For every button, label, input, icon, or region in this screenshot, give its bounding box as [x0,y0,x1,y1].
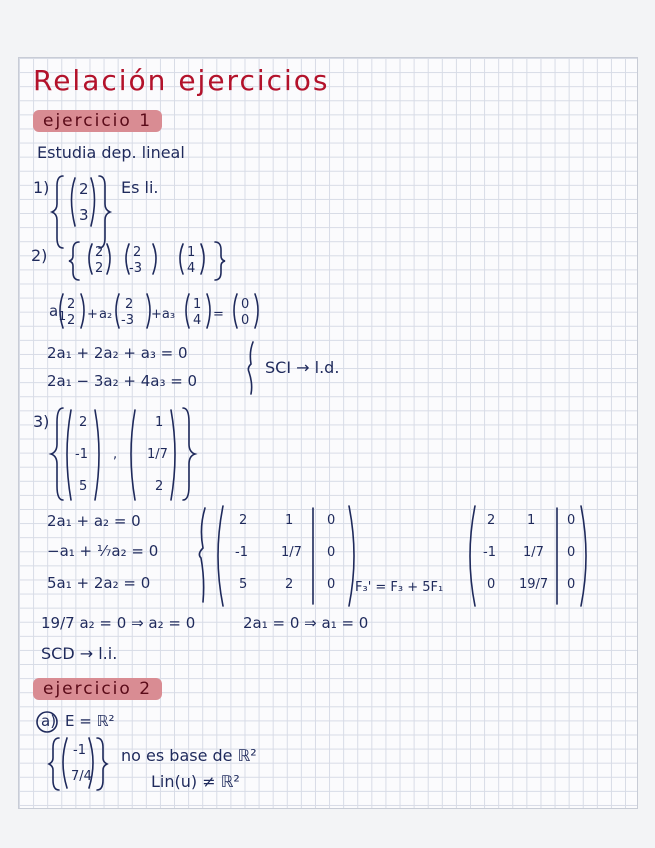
p2-v2-a: 2 [133,245,142,260]
set-brace-open-4 [49,738,59,790]
svg-text:4: 4 [193,313,202,328]
svg-text:0: 0 [487,577,496,592]
svg-text:2: 2 [125,297,134,312]
svg-text:2: 2 [67,313,76,328]
svg-text:1: 1 [193,297,202,312]
svg-text:2: 2 [67,297,76,312]
system-brace-3 [199,508,205,602]
system-brace-2 [248,342,253,394]
svg-text:-1: -1 [483,545,496,560]
exercise-2-heading: ejercicio 2 [33,678,162,700]
notebook-page [18,57,638,809]
svg-text:a₂: a₂ [99,307,113,322]
svg-text:0: 0 [241,297,250,312]
matrix-2-paren-open [470,506,475,606]
paren-close-1 [91,178,95,226]
svg-text:-1: -1 [73,743,86,758]
svg-text:0: 0 [567,513,576,528]
svg-text:2: 2 [487,513,496,528]
svg-text:2: 2 [285,577,294,592]
svg-text:0: 0 [567,577,576,592]
svg-text:+: + [87,307,98,322]
part-2-label: 2) [31,246,48,265]
p1-v2: 3 [79,206,89,224]
svg-text:-1: -1 [235,545,248,560]
ex2-note2: Lin(u) ≠ ℝ² [151,772,240,791]
paren-o [67,410,71,500]
paren-a [89,244,92,274]
p2-eq1: 2a₁ + 2a₂ + a₃ = 0 [47,344,188,362]
row-operation: F₃' = F₃ + 5F₁ [355,580,444,595]
page-title: Relación ejercicios [33,64,330,97]
p2-v3-a: 1 [187,245,196,260]
set-brace-open-1 [52,176,63,248]
svg-text:+a₃: +a₃ [151,307,176,322]
p3-line2: 2a₁ = 0 ⇒ a₁ = 0 [243,614,369,632]
svg-text:0: 0 [241,313,250,328]
part-1-label: 1) [33,178,50,197]
paren-open-1 [72,178,76,226]
p1-result: Es li. [121,178,159,197]
svg-text:19/7: 19/7 [519,577,549,592]
part-a-label: a) [41,712,57,730]
svg-text:1/7: 1/7 [281,545,302,560]
p2-v1-a: 2 [95,245,104,260]
svg-text:1: 1 [527,513,536,528]
svg-text:5: 5 [239,577,248,592]
p2-v1-b: 2 [95,261,104,276]
svg-text:-3: -3 [121,313,134,328]
p2-a1: $a_1$ [49,302,67,323]
p3-result: SCD → l.i. [41,644,118,663]
p2-result: SCI → l.d. [265,358,340,377]
svg-text:=: = [213,307,224,322]
vector-space: E = ℝ² [65,712,115,730]
svg-text:2: 2 [79,415,88,430]
set-brace-close-1 [99,176,110,248]
svg-text:5: 5 [79,479,88,494]
ex2-note1: no es base de ℝ² [121,746,257,765]
matrix-1-paren-open [218,506,223,606]
p3-eq2: −a₁ + ⅐a₂ = 0 [47,542,159,560]
svg-text:0: 0 [327,545,336,560]
exercise-1-prompt: Estudia dep. lineal [37,143,185,162]
svg-text:-1: -1 [75,447,88,462]
p3-line1: 19/7 a₂ = 0 ⇒ a₂ = 0 [41,614,196,632]
svg-text:,: , [113,447,118,462]
svg-text:0: 0 [327,513,336,528]
p1-v1: 2 [79,180,89,198]
p2-v3-b: 4 [187,261,196,276]
set-brace-open-3 [51,408,63,500]
svg-text:1/7: 1/7 [147,447,168,462]
set-brace-open-2 [69,242,79,280]
exercise-1-heading: ejercicio 1 [33,110,162,132]
p2-v2-b: -3 [129,261,142,276]
part-3-label: 3) [33,412,50,431]
paren-s [63,738,67,788]
svg-text:1: 1 [285,513,294,528]
svg-text:7/4: 7/4 [71,769,92,784]
svg-text:0: 0 [327,577,336,592]
svg-text:2: 2 [239,513,248,528]
svg-text:0: 0 [567,545,576,560]
p2-eq2: 2a₁ − 3a₂ + 4a₃ = 0 [47,372,198,390]
p3-eq3: 5a₁ + 2a₂ = 0 [47,574,151,592]
svg-text:1/7: 1/7 [523,545,544,560]
svg-text:1: 1 [155,415,164,430]
svg-text:2: 2 [155,479,164,494]
p3-eq1: 2a₁ + a₂ = 0 [47,512,141,530]
